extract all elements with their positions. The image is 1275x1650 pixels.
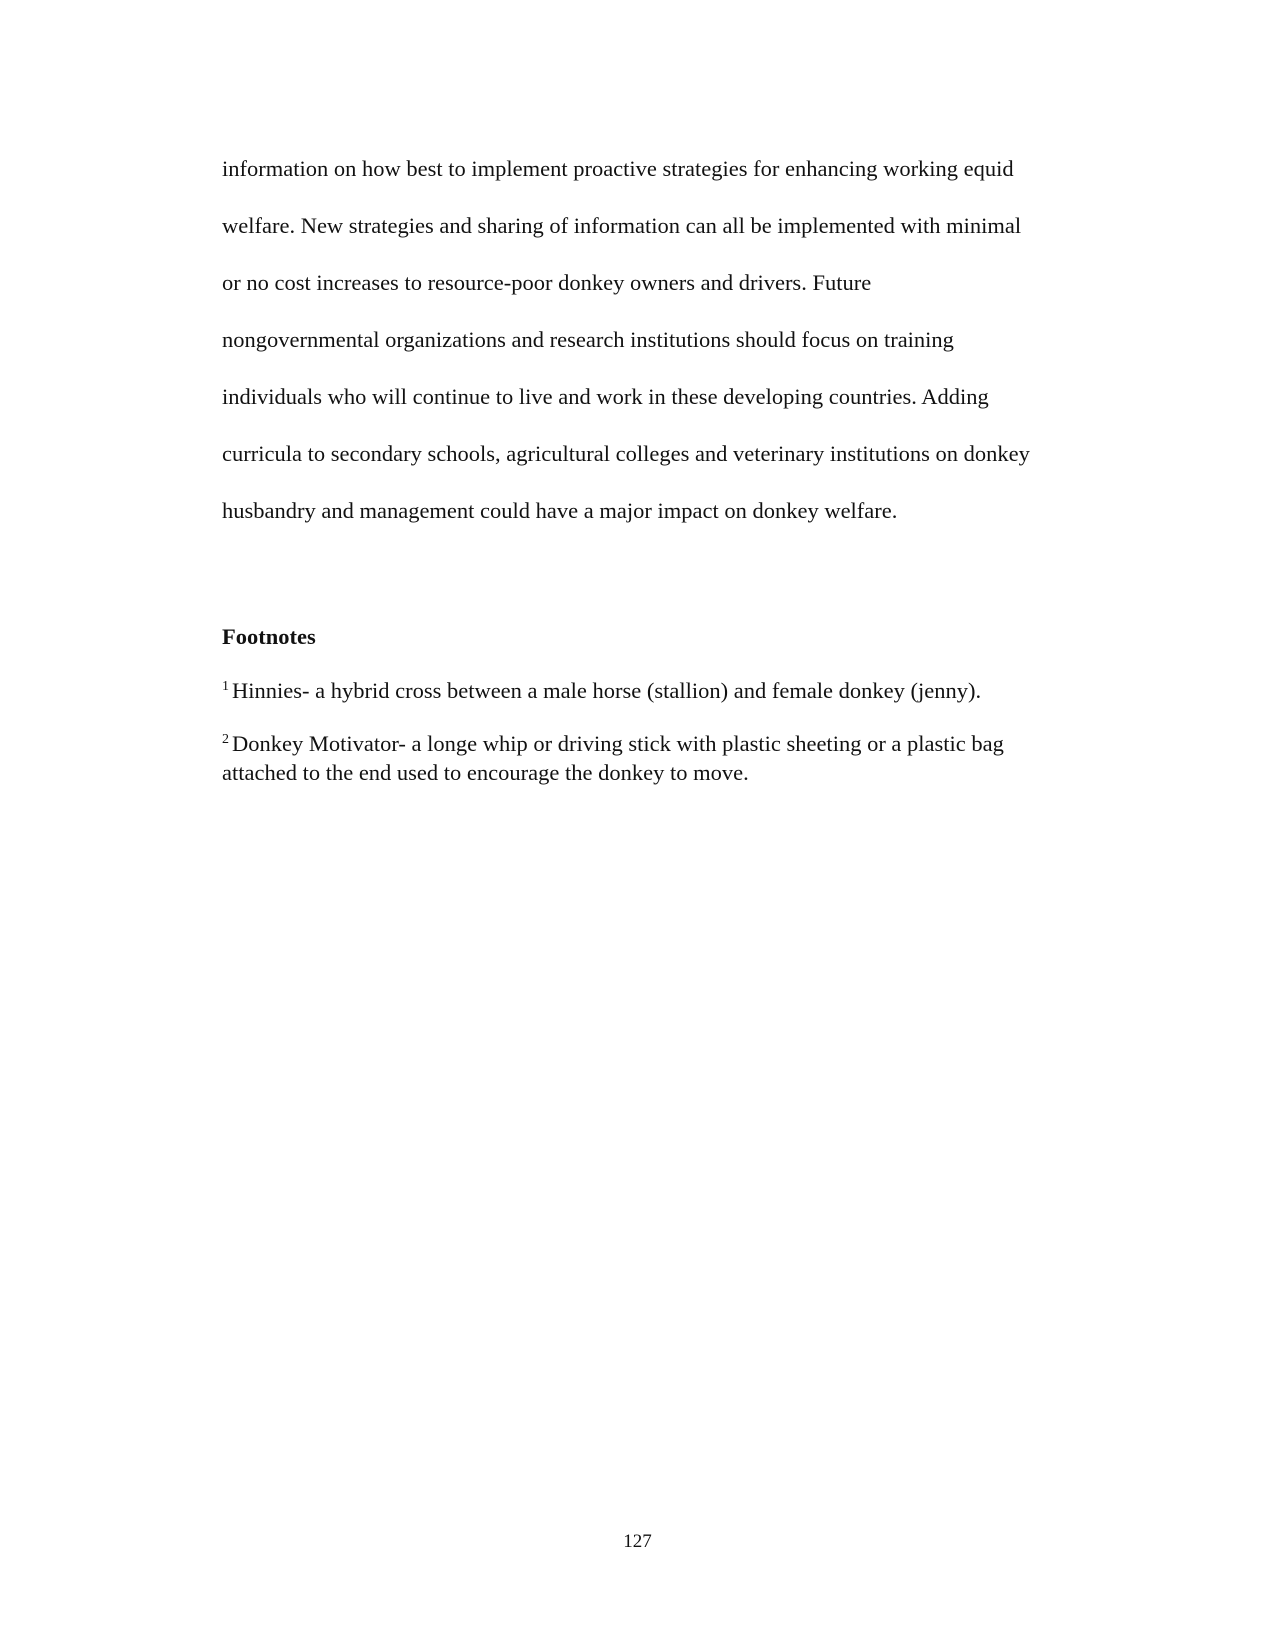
body-paragraph (222, 140, 1122, 539)
footnote-marker: 2 (222, 732, 229, 747)
body-line: curricula to secondary schools, agricultural colleges and veterinary institutions on donkey (222, 441, 1030, 466)
footnote-text: Hinnies- a hybrid cross between a male horse (stallion) and female donkey (jenny). (232, 678, 982, 703)
body-line: welfare. New strategies and sharing of information can all be implemented with minimal (222, 213, 1022, 238)
footnote-line (222, 729, 1122, 758)
footnote-1 (222, 676, 1122, 705)
footnote-line (222, 676, 1122, 705)
body-line: or no cost increases to resource-poor donkey owners and drivers. Future (222, 270, 872, 295)
footnote-text: Donkey Motivator- a longe whip or driving stick with plastic sheeting or a plastic bag (232, 731, 1004, 756)
footnote-line: attached to the end used to encourage the donkey to move. (222, 760, 749, 785)
footnotes-heading: Footnotes (222, 624, 316, 649)
body-line: individuals who will continue to live and work in these developing countries. Adding (222, 384, 989, 409)
footnote-2 (222, 729, 1122, 787)
body-line: information on how best to implement proactive strategies for enhancing working equid (222, 156, 1014, 181)
body-line: husbandry and management could have a major impact on donkey welfare. (222, 498, 898, 523)
body-line: nongovernmental organizations and research institutions should focus on training (222, 327, 954, 352)
footnote-marker: 1 (222, 679, 229, 694)
page-number: 127 (623, 1531, 652, 1552)
